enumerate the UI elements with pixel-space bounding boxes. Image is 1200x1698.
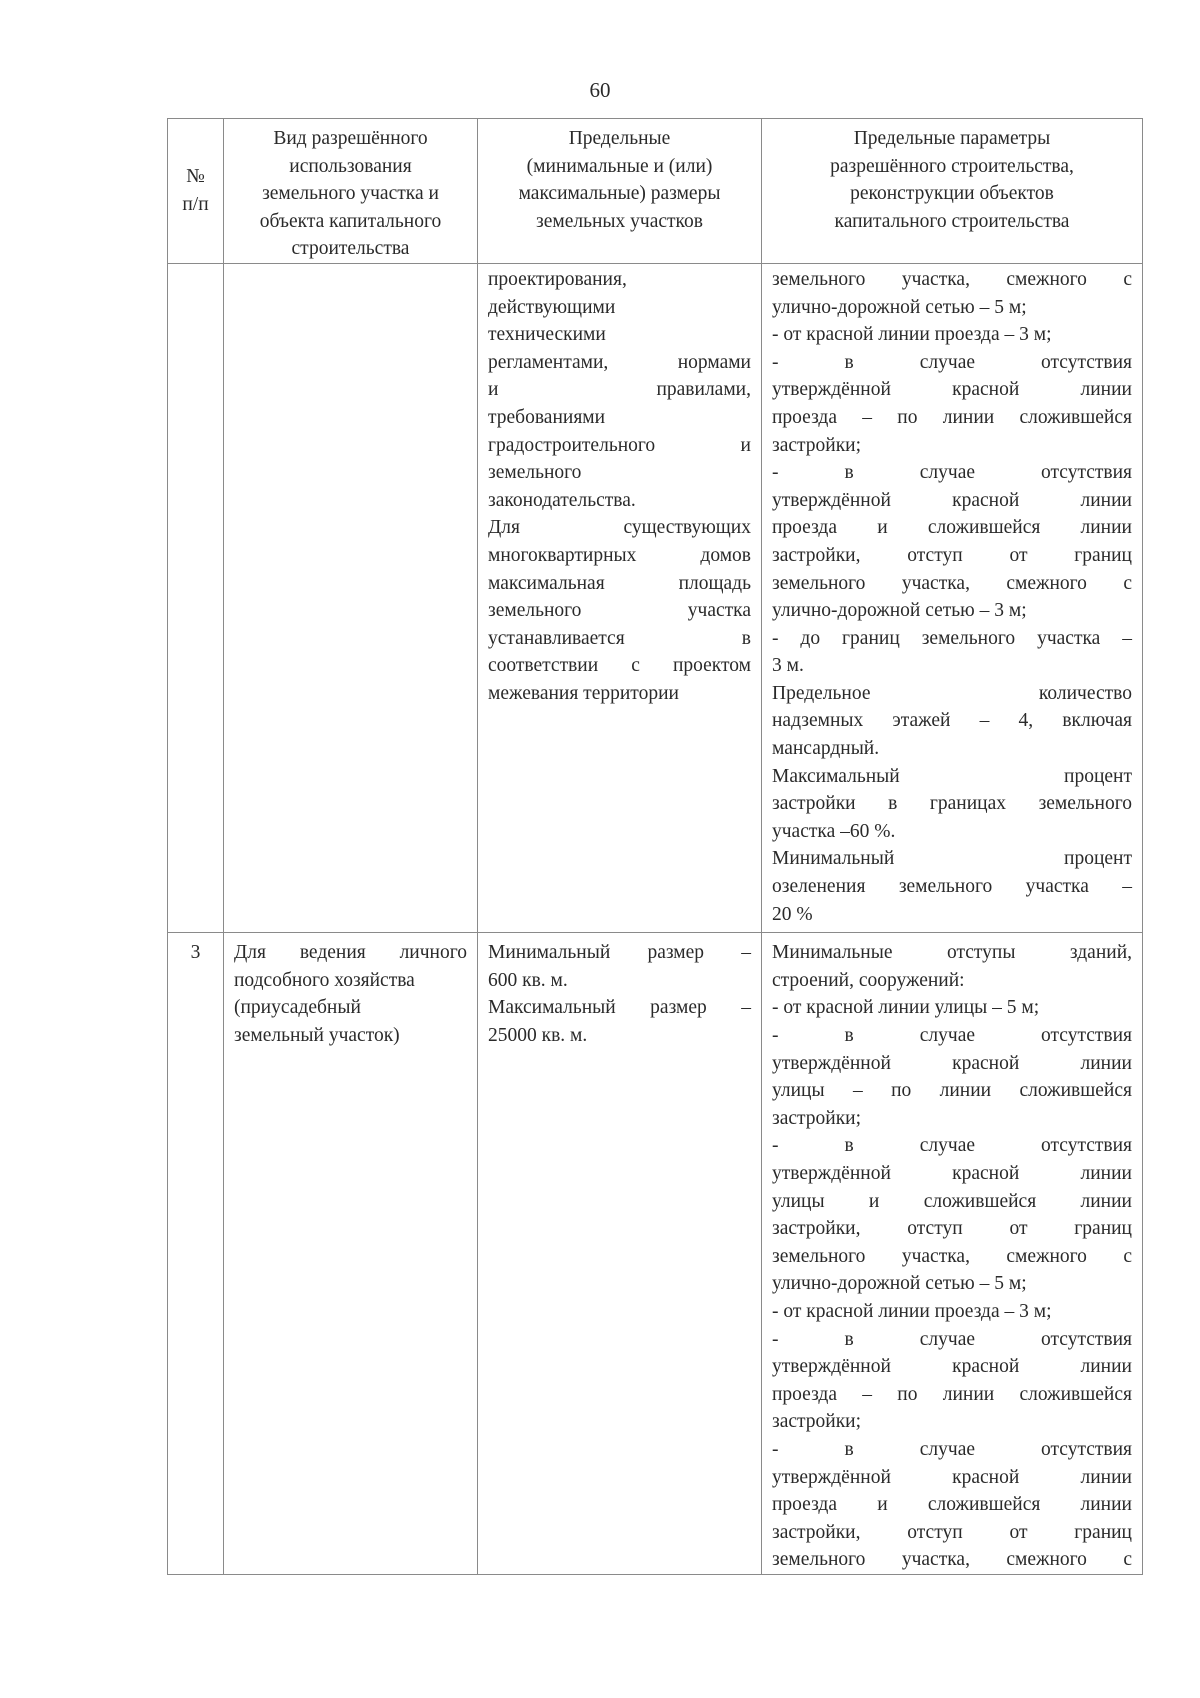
text-line: проезда – по линии сложившейся xyxy=(772,406,1132,428)
text-line: земельного участка, смежного с xyxy=(772,268,1132,290)
text-line: требованиями xyxy=(488,406,606,428)
header-plot-sizes xyxy=(478,119,762,264)
text-line: Максимальный размер – xyxy=(488,997,751,1019)
header-line: максимальные) размеры xyxy=(518,183,721,205)
text-line: устанавливается в xyxy=(488,627,751,649)
text-line: утверждённой красной линии xyxy=(772,1052,1132,1074)
text-line: земельного участка, смежного с xyxy=(772,1549,1132,1571)
text-line: 600 кв. м. xyxy=(488,969,568,991)
cell-use-type xyxy=(224,263,478,932)
text-line: 25000 кв. м. xyxy=(488,1025,588,1046)
text-line: улично-дорожной сетью – 5 м; xyxy=(772,1273,1027,1295)
header-line: строительства xyxy=(291,238,410,260)
text-line: земельного участка xyxy=(488,600,751,622)
text-line: - в случае отсутствия xyxy=(772,1135,1132,1157)
text-line: 20 % xyxy=(772,903,813,925)
header-line: земельного участка и xyxy=(262,183,439,205)
text-line: застройки, отступ от границ xyxy=(772,544,1132,566)
header-line: (минимальные и (или) xyxy=(526,155,713,177)
text-line: застройки; xyxy=(772,1107,862,1129)
text-line: (приусадебный xyxy=(234,997,361,1019)
header-line: объекта капитального xyxy=(259,210,442,232)
text-line: - от красной линии проезда – 3 м; xyxy=(772,324,1052,346)
text-line: действующими xyxy=(488,296,616,318)
cell-plot-sizes xyxy=(478,933,762,1575)
header-number xyxy=(168,119,224,264)
header-construction-parameters xyxy=(762,119,1143,264)
text-line: регламентами, нормами xyxy=(488,351,751,373)
text-line: Минимальные отступы зданий, xyxy=(772,942,1132,964)
header-line: п/п xyxy=(182,193,209,215)
text-line: Минимальный размер – xyxy=(488,942,751,964)
text-line: улицы и сложившейся линии xyxy=(772,1190,1132,1212)
text-line: - до границ земельного участка – xyxy=(772,627,1132,649)
header-line: разрешённого строительства, xyxy=(830,155,1074,177)
regulations-table xyxy=(167,118,1143,1575)
header-line: Вид разрешённого xyxy=(273,128,428,149)
text-line: - в случае отсутствия xyxy=(772,351,1132,373)
text-line: проектирования, xyxy=(488,268,627,290)
text-line: строений, сооружений: xyxy=(772,969,965,991)
text-line: застройки в границах земельного xyxy=(772,793,1132,815)
row-number: 3 xyxy=(168,933,224,1575)
text-line: и правилами, xyxy=(488,379,751,401)
text-line: утверждённой красной линии xyxy=(772,1356,1132,1378)
text-line: застройки; xyxy=(772,434,862,456)
text-line: градостроительного и xyxy=(488,434,751,456)
text-line: улично-дорожной сетью – 5 м; xyxy=(772,296,1027,318)
text-line: утверждённой красной линии xyxy=(772,1466,1132,1488)
text-line: Для существующих xyxy=(488,517,751,539)
text-line: - в случае отсутствия xyxy=(772,1025,1132,1046)
header-line: использования xyxy=(289,155,412,177)
page-number: 60 xyxy=(589,78,611,102)
header-line: Предельные параметры xyxy=(853,128,1051,149)
text-line: проезда и сложившейся линии xyxy=(772,1494,1132,1516)
text-line: улицы – по линии сложившейся xyxy=(772,1080,1132,1102)
header-line: реконструкции объектов xyxy=(850,183,1054,205)
text-line: 3 м. xyxy=(772,655,804,677)
table-row xyxy=(168,933,1143,1575)
text-line: утверждённой красной линии xyxy=(772,489,1132,511)
header-line: капитального строительства xyxy=(834,210,1070,232)
text-line: Минимальный процент xyxy=(772,848,1132,870)
header-line: Предельные xyxy=(568,128,671,149)
text-line: земельного xyxy=(488,462,582,484)
text-line: надземных этажей – 4, включая xyxy=(772,710,1132,732)
text-line: - от красной линии улицы – 5 м; xyxy=(772,997,1040,1019)
text-line: максимальная площадь xyxy=(488,572,751,594)
text-line: мансардный. xyxy=(772,738,880,760)
cell-construction-parameters xyxy=(762,933,1143,1575)
text-line: застройки; xyxy=(772,1411,862,1433)
header-use-type xyxy=(224,119,478,264)
text-line: Максимальный процент xyxy=(772,765,1132,787)
text-line: озеленения земельного участка – xyxy=(772,876,1132,898)
text-line: проезда – по линии сложившейся xyxy=(772,1383,1132,1405)
text-line: участка –60 %. xyxy=(772,820,896,842)
text-line: - в случае отсутствия xyxy=(772,1328,1132,1350)
text-line: соответствии с проектом xyxy=(488,655,751,677)
text-line: Для ведения личного xyxy=(234,942,467,964)
text-line: утверждённой красной линии xyxy=(772,379,1132,401)
text-line: законодательства. xyxy=(488,489,636,511)
text-line: земельный участок) xyxy=(234,1025,400,1046)
text-line: застройки, отступ от границ xyxy=(772,1218,1132,1240)
text-line: техническими xyxy=(488,324,606,346)
table-header-row xyxy=(168,119,1143,264)
text-line: земельного участка, смежного с xyxy=(772,1245,1132,1267)
text-line: застройки, отступ от границ xyxy=(772,1521,1132,1543)
text-line: - в случае отсутствия xyxy=(772,462,1132,484)
text-line: земельного участка, смежного с xyxy=(772,572,1132,594)
cell-use-type xyxy=(224,933,478,1575)
text-line: Предельное количество xyxy=(772,682,1132,704)
header-line: № xyxy=(186,166,205,188)
text-line: межевания территории xyxy=(488,682,679,704)
header-line: земельных участков xyxy=(536,210,703,232)
text-line: многоквартирных домов xyxy=(488,544,751,566)
text-line: утверждённой красной линии xyxy=(772,1162,1132,1184)
text-line: - от красной линии проезда – 3 м; xyxy=(772,1300,1052,1322)
text-line: - в случае отсутствия xyxy=(772,1438,1132,1460)
cell-plot-sizes xyxy=(478,263,762,932)
table-row xyxy=(168,263,1143,932)
text-line: улично-дорожной сетью – 3 м; xyxy=(772,600,1027,622)
cell-construction-parameters xyxy=(762,263,1143,932)
text-line: проезда и сложившейся линии xyxy=(772,517,1132,539)
text-line: подсобного хозяйства xyxy=(234,969,415,991)
row-number xyxy=(168,263,224,932)
